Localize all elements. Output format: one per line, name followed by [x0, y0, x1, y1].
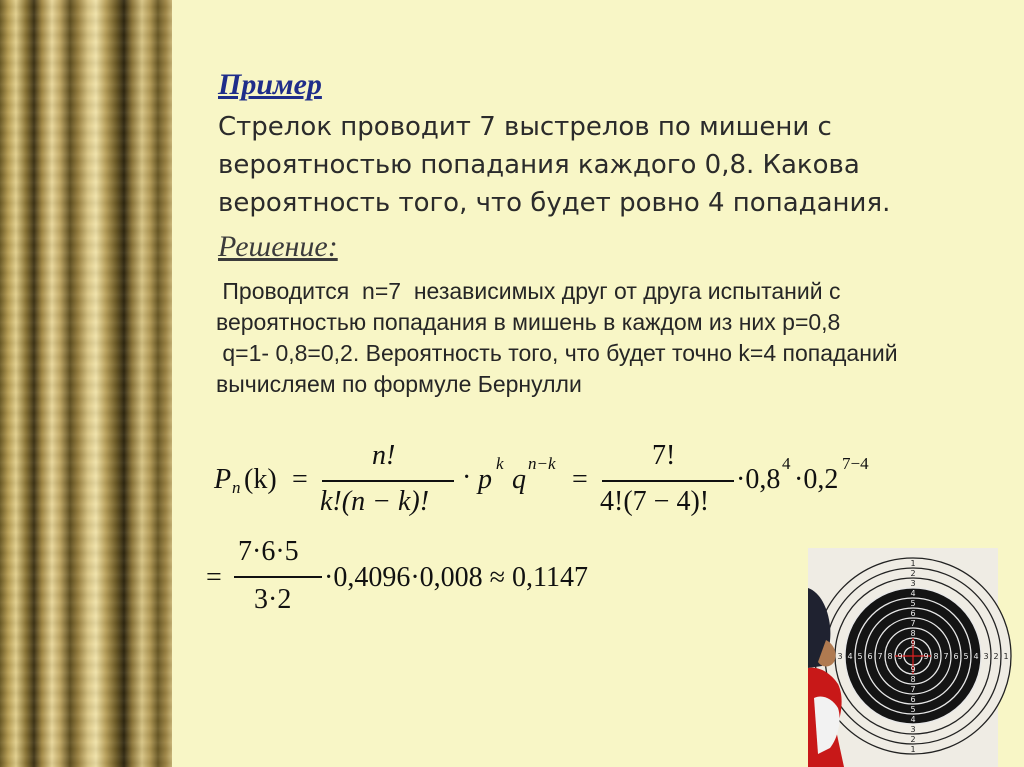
target-ring-number: 4 — [847, 652, 853, 661]
target-ring-number: 5 — [857, 652, 863, 661]
problem-line: вероятность того, что будет ровно 4 попадания. — [218, 188, 891, 218]
target-ring-number: 9 — [897, 652, 903, 661]
formula-tail-1: ·0,8 — [736, 464, 781, 495]
fraction2-denominator: 4!(7 − 4)! — [600, 486, 710, 517]
target-ring-number: 7 — [910, 685, 916, 694]
calc-fraction-bar — [234, 576, 322, 578]
fraction1-numerator: n! — [372, 440, 396, 471]
target-ring-number: 3 — [837, 652, 843, 661]
solution-text — [216, 276, 1016, 400]
decorative-border — [0, 0, 172, 767]
target-ring-number: 8 — [933, 652, 939, 661]
target-ring-number: 3 — [910, 725, 916, 734]
target-ring-number: 4 — [973, 652, 979, 661]
target-ring-number: 7 — [877, 652, 883, 661]
formula-tail-exponent-1: 4 — [782, 454, 791, 473]
formula-tail-2: ·0,2 — [794, 464, 839, 495]
target-ring-number: 1 — [910, 559, 916, 568]
target-ring-number: 8 — [910, 675, 916, 684]
target-ring-number: 6 — [867, 652, 873, 661]
calc-fraction-numerator: 7·6·5 — [238, 536, 299, 567]
fraction2-numerator: 7! — [652, 440, 676, 471]
calc-equals: = — [206, 562, 222, 593]
formula-equals-2: = — [572, 464, 588, 495]
solution-line: q=1- 0,8=0,2. Вероятность того, что будет точно k=4 попаданий — [216, 340, 898, 366]
formula-p-subscript: n — [232, 478, 241, 497]
bernoulli-formula — [214, 440, 914, 520]
target-ring-number: 8 — [910, 629, 916, 638]
target-ring-number: 5 — [963, 652, 969, 661]
calculation-formula — [206, 536, 726, 626]
formula-q-exponent: n−k — [528, 454, 556, 473]
formula-p: p — [478, 464, 492, 495]
target-ring-number: 2 — [993, 652, 999, 661]
solution-heading: Решение: — [218, 230, 338, 263]
target-ring-number: 1 — [910, 745, 916, 754]
target-ring-number: 2 — [910, 569, 916, 578]
calc-result: ·0,4096·0,008 ≈ 0,1147 — [324, 562, 588, 593]
fraction1-bar — [322, 480, 454, 482]
solution-line: вычисляем по формуле Бернулли — [216, 371, 582, 397]
target-ring-number: 4 — [910, 589, 916, 598]
formula-q: q — [512, 464, 526, 495]
fraction2-bar — [602, 480, 734, 482]
target-ring-number: 9 — [923, 652, 929, 661]
target-ring-number: 7 — [910, 619, 916, 628]
problem-line: вероятностью попадания каждого 0,8. Какова — [218, 150, 860, 180]
solution-line: Проводится n=7 независимых друг от друга испытаний с — [216, 278, 841, 304]
target-ring-number: 3 — [983, 652, 989, 661]
formula-p-symbol: P — [214, 464, 232, 495]
target-ring-number: 4 — [910, 715, 916, 724]
formula-equals: = — [292, 464, 308, 495]
calc-fraction-denominator: 3·2 — [254, 584, 292, 615]
target-ring-number: 2 — [910, 735, 916, 744]
target-ring-number: 5 — [910, 705, 916, 714]
formula-p-exponent: k — [496, 454, 504, 473]
formula-tail-exponent-2: 7−4 — [842, 454, 869, 473]
target-ring-number: 1 — [1003, 652, 1009, 661]
target-ring-number: 3 — [910, 579, 916, 588]
fraction1-denominator: k!(n − k)! — [320, 486, 430, 517]
target-ring-number: 9 — [910, 665, 916, 674]
target-ring-number: 9 — [910, 639, 916, 648]
solution-line: вероятностью попадания в мишень в каждом из них p=0,8 — [216, 309, 841, 335]
target-ring-number: 7 — [943, 652, 949, 661]
target-image — [808, 548, 1009, 767]
target-ring-number: 5 — [910, 599, 916, 608]
target-ring-number: 8 — [887, 652, 893, 661]
problem-line: Стрелок проводит 7 выстрелов по мишени с — [218, 112, 832, 142]
problem-text — [218, 108, 938, 222]
target-ring-number: 6 — [953, 652, 959, 661]
target-ring-number: 6 — [910, 609, 916, 618]
example-heading: Пример — [218, 68, 322, 101]
formula-p-argument: (k) — [244, 464, 277, 495]
target-ring-number: 6 — [910, 695, 916, 704]
formula-dot: · — [462, 462, 472, 493]
